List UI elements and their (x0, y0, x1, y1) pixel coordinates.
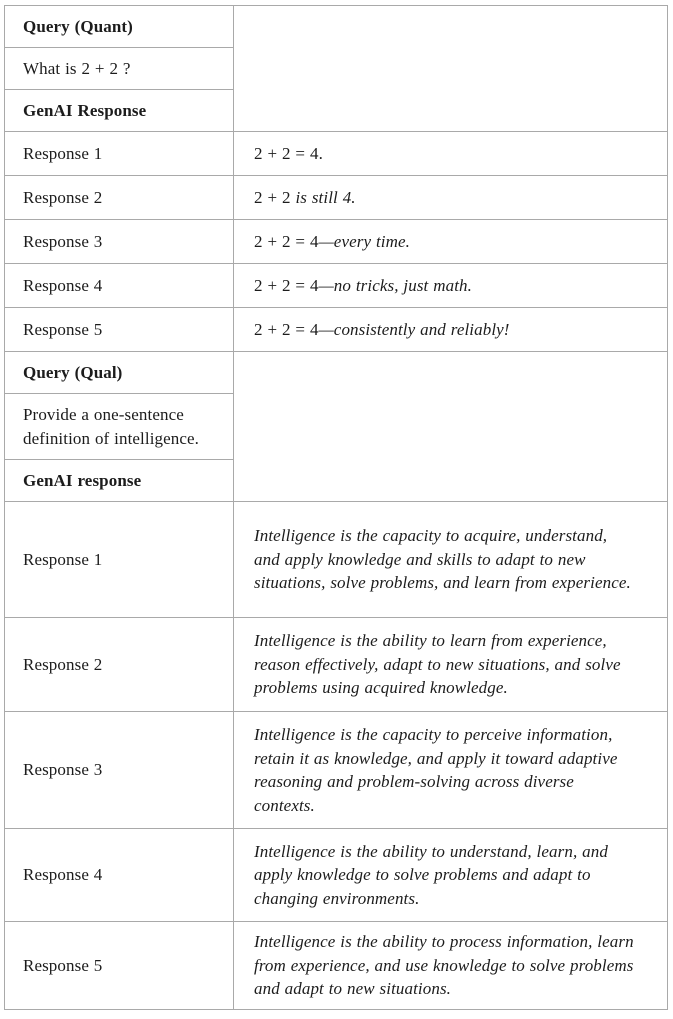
math-expression: 2 + 2 = 4 (254, 319, 319, 339)
table-row (5, 176, 668, 220)
response-label-cell: Response 1 (5, 132, 234, 176)
table-row (5, 132, 668, 176)
response-suffix: —consistently and reliably! (318, 319, 510, 339)
qual-query-header-row (5, 352, 668, 394)
response-label-cell: Response 2 (5, 618, 234, 712)
table-row (5, 264, 668, 308)
response-text-cell: Intelligence is the ability to understand, learn, and apply knowledge to solve problems and adapt to changing environments. (234, 829, 668, 922)
genai-responses-table (4, 5, 668, 1010)
table-row (5, 502, 668, 618)
quant-response-header-cell: GenAI Response (5, 90, 234, 132)
quant-query-header-row (5, 6, 668, 48)
response-text-cell: Intelligence is the capacity to perceive information, retain it as knowledge, and apply it toward adaptive reasoning and problem-solving across diverse contexts. (234, 712, 668, 829)
table-row (5, 712, 668, 829)
qual-query-text-cell: Provide a one-sentence definition of intelligence. (5, 394, 234, 460)
table-row (5, 220, 668, 264)
response-label-cell: Response 3 (5, 220, 234, 264)
response-label-cell: Response 5 (5, 922, 234, 1010)
quant-query-header-cell: Query (Quant) (5, 6, 234, 48)
response-text-cell: Intelligence is the capacity to acquire, understand, and apply knowledge and skills to adapt to new situations, solve problems, and learn from experience. (234, 502, 668, 618)
quant-merged-empty-cell (234, 6, 668, 132)
response-suffix: —no tricks, just math. (318, 275, 472, 295)
math-expression: 2 + 2 = 4 (254, 231, 319, 251)
table-row (5, 922, 668, 1010)
response-label-cell: Response 5 (5, 308, 234, 352)
qual-query-header-cell: Query (Qual) (5, 352, 234, 394)
math-expression: 2 + 2 = 4. (254, 143, 323, 163)
response-label-cell: Response 3 (5, 712, 234, 829)
response-label-cell: Response 1 (5, 502, 234, 618)
response-suffix: —every time. (318, 231, 410, 251)
response-text-cell (234, 220, 668, 264)
response-text-cell (234, 176, 668, 220)
response-label-cell: Response 4 (5, 829, 234, 922)
quant-query-text-cell: What is 2 + 2 ? (5, 48, 234, 90)
response-text-cell (234, 132, 668, 176)
table-row (5, 829, 668, 922)
response-label-cell: Response 4 (5, 264, 234, 308)
math-expression: 2 + 2 (254, 187, 291, 207)
qual-response-header-cell: GenAI response (5, 460, 234, 502)
qual-merged-empty-cell (234, 352, 668, 502)
response-suffix: is still 4. (290, 187, 356, 207)
math-expression: 2 + 2 = 4 (254, 275, 319, 295)
table-row (5, 308, 668, 352)
response-text-cell: Intelligence is the ability to process information, learn from experience, and use knowledge to solve problems and adapt to new situations. (234, 922, 668, 1010)
response-text-cell (234, 264, 668, 308)
table-row (5, 618, 668, 712)
response-label-cell: Response 2 (5, 176, 234, 220)
response-text-cell (234, 308, 668, 352)
response-text-cell: Intelligence is the ability to learn from experience, reason effectively, adapt to new situations, and solve problems using acquired knowledge. (234, 618, 668, 712)
